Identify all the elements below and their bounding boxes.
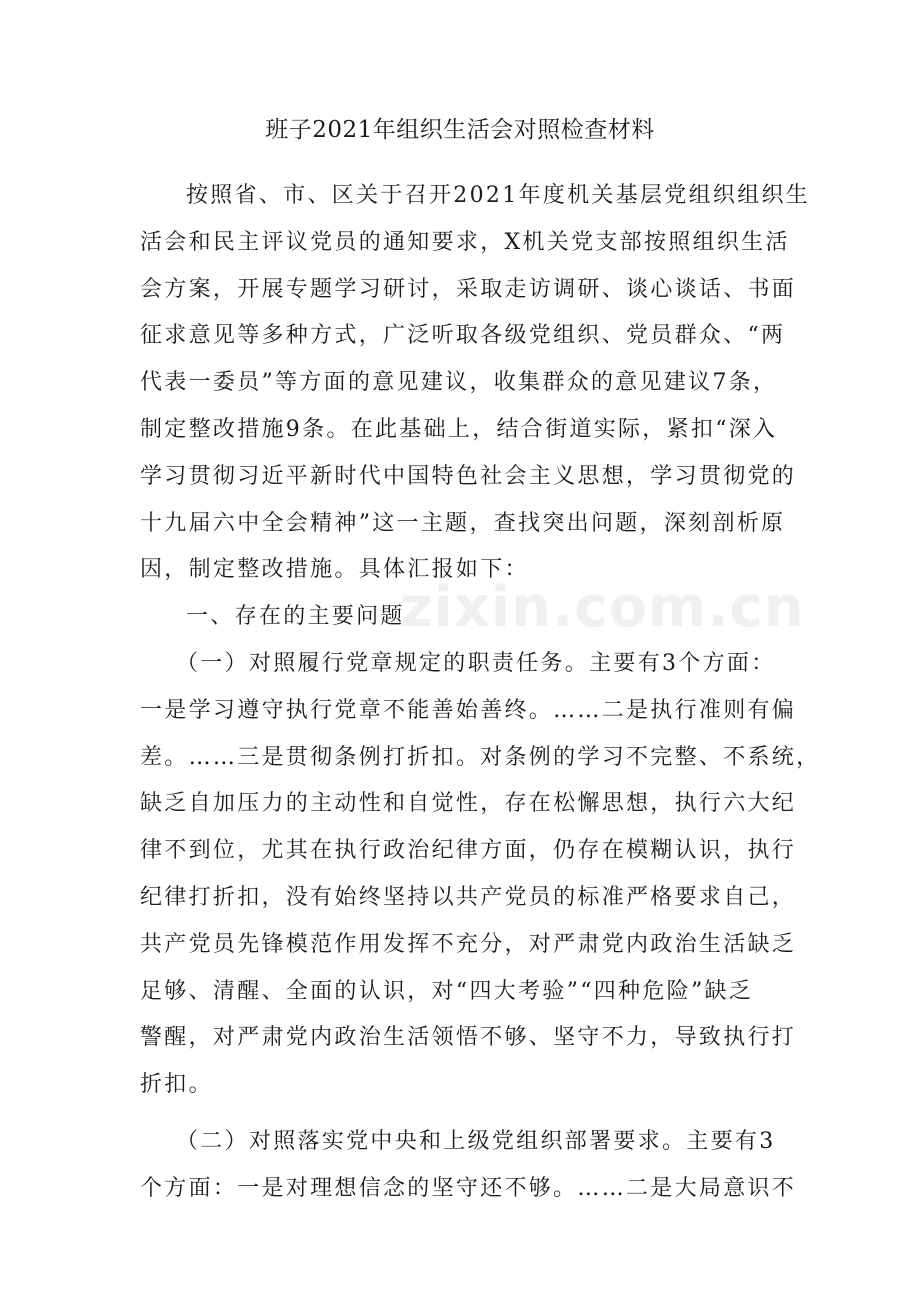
paragraph-line: 因，制定整改措施。具体汇报如下： <box>140 557 529 583</box>
paragraph-line: 制定整改措施9条。在此基础上，结合街道实际，紧扣“深入 <box>140 416 778 442</box>
paragraph-line: 活会和民主评议党员的通知要求，X机关党支部按照组织生活 <box>140 229 790 255</box>
paragraph-line: 足够、清醒、全面的认识，对“四大考验”“四种危险”缺乏 <box>140 978 754 1004</box>
paragraph-line: 按照省、市、区关于召开2021年度机关基层党组织组织生 <box>186 183 811 208</box>
document-title: 班子2021年组织生活会对照检查材料 <box>265 117 655 143</box>
paragraph-line: 会方案，开展专题学习研讨，采取走访调研、谈心谈话、书面 <box>140 276 797 302</box>
paragraph-line: 纪律打折扣，没有始终坚持以共产党员的标准严格要求自己， <box>140 884 797 910</box>
document-body <box>140 173 821 1213</box>
subsection-heading: （二）对照落实党中央和上级党组织部署要求。主要有3 <box>176 1128 776 1154</box>
paragraph-line: 缺乏自加压力的主动性和自觉性，存在松懈思想，执行六大纪 <box>140 791 797 817</box>
paragraph-gap <box>140 1109 790 1119</box>
paragraph-line: 代表一委员”等方面的意见建议，收集群众的意见建议7条， <box>140 370 778 396</box>
subsection-heading: （一）对照履行党章规定的职责任务。主要有3个方面： <box>176 650 776 676</box>
paragraph-line: 个方面：一是对理想信念的坚守还不够。……二是大局意识不 <box>140 1175 797 1201</box>
paragraph-line: 律不到位，尤其在执行政治纪律方面，仍存在模糊认识，执行 <box>140 838 797 864</box>
paragraph-line: 差。……三是贯彻条例打折扣。对条例的学习不完整、不系统， <box>140 744 821 770</box>
paragraph-line: 征求意见等多种方式，广泛听取各级党组织、党员群众、“两 <box>140 323 786 349</box>
paragraph-line: 共产党员先锋模范作用发挥不充分，对严肃党内政治生活缺乏 <box>140 931 797 957</box>
paragraph-line: 一是学习遵守执行党章不能善始善终。……二是执行准则有偏 <box>140 697 797 723</box>
paragraph-line: 学习贯彻习近平新时代中国特色社会主义思想，学习贯彻党的 <box>140 463 797 489</box>
paragraph-line: 警醒，对严肃党内政治生活领悟不够、坚守不力，导致执行打 <box>140 1025 797 1051</box>
section-heading: 一、存在的主要问题 <box>186 604 405 630</box>
paragraph-line: 折扣。 <box>140 1072 213 1098</box>
watermark: zixin.com.cn <box>400 575 805 640</box>
paragraph-line: 十九届六中全会精神”这一主题，查找突出问题，深刻剖析原 <box>140 510 786 536</box>
